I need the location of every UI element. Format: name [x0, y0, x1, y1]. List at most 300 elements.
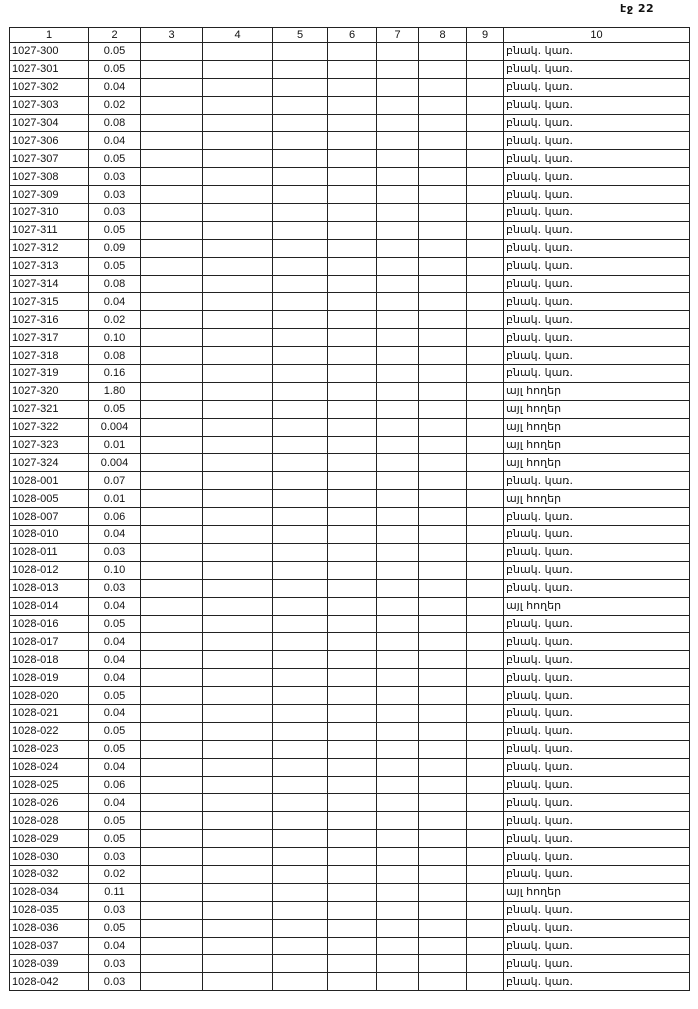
empty-cell-col-4: [203, 812, 273, 830]
empty-cell-col-9: [467, 400, 504, 418]
land-use-note-cell: բնակ. կառ.: [504, 472, 690, 490]
empty-cell-col-5: [273, 973, 328, 991]
empty-cell-col-4: [203, 543, 273, 561]
empty-cell-col-5: [273, 597, 328, 615]
parcel-code-cell: 1027-311: [10, 221, 89, 239]
empty-cell-col-5: [273, 168, 328, 186]
land-use-note-cell: բնակ. կառ.: [504, 776, 690, 794]
empty-cell-col-3: [141, 669, 203, 687]
area-value-cell: 0.02: [89, 311, 141, 329]
land-use-note-cell: բնակ. կառ.: [504, 794, 690, 812]
parcel-code-cell: 1027-321: [10, 400, 89, 418]
empty-cell-col-3: [141, 901, 203, 919]
empty-cell-col-4: [203, 865, 273, 883]
land-use-note-cell: բնակ. կառ.: [504, 740, 690, 758]
empty-cell-col-9: [467, 883, 504, 901]
empty-cell-col-7: [377, 651, 419, 669]
empty-cell-col-8: [419, 794, 467, 812]
parcel-code-cell: 1028-010: [10, 526, 89, 544]
area-value-cell: 0.004: [89, 418, 141, 436]
land-use-note-cell: բնակ. կառ.: [504, 43, 690, 61]
land-use-note-cell: բնակ. կառ.: [504, 955, 690, 973]
land-use-note-cell: բնակ. կառ.: [504, 293, 690, 311]
table-row: [10, 848, 690, 866]
empty-cell-col-3: [141, 883, 203, 901]
empty-cell-col-9: [467, 293, 504, 311]
empty-cell-col-4: [203, 311, 273, 329]
area-value-cell: 0.03: [89, 848, 141, 866]
empty-cell-col-8: [419, 43, 467, 61]
empty-cell-col-7: [377, 973, 419, 991]
table-row: [10, 186, 690, 204]
area-value-cell: 1.80: [89, 382, 141, 400]
parcel-code-cell: 1028-028: [10, 812, 89, 830]
empty-cell-col-3: [141, 830, 203, 848]
land-use-note-cell: բնակ. կառ.: [504, 526, 690, 544]
empty-cell-col-6: [328, 919, 377, 937]
empty-cell-col-6: [328, 848, 377, 866]
empty-cell-col-7: [377, 955, 419, 973]
empty-cell-col-6: [328, 704, 377, 722]
land-use-note-cell: բնակ. կառ.: [504, 687, 690, 705]
header-row: [10, 28, 690, 43]
empty-cell-col-5: [273, 776, 328, 794]
area-value-cell: 0.03: [89, 204, 141, 222]
empty-cell-col-7: [377, 597, 419, 615]
empty-cell-col-8: [419, 633, 467, 651]
empty-cell-col-7: [377, 365, 419, 383]
empty-cell-col-8: [419, 311, 467, 329]
empty-cell-col-6: [328, 669, 377, 687]
area-value-cell: 0.05: [89, 615, 141, 633]
empty-cell-col-3: [141, 78, 203, 96]
empty-cell-col-3: [141, 579, 203, 597]
land-use-note-cell: բնակ. կառ.: [504, 704, 690, 722]
empty-cell-col-5: [273, 937, 328, 955]
empty-cell-col-7: [377, 615, 419, 633]
parcel-code-cell: 1027-306: [10, 132, 89, 150]
empty-cell-col-6: [328, 776, 377, 794]
empty-cell-col-8: [419, 382, 467, 400]
empty-cell-col-9: [467, 132, 504, 150]
column-header-6: 6: [328, 28, 377, 43]
area-value-cell: 0.03: [89, 168, 141, 186]
land-use-note-cell: բնակ. կառ.: [504, 633, 690, 651]
empty-cell-col-6: [328, 365, 377, 383]
empty-cell-col-7: [377, 508, 419, 526]
land-use-note-cell: բնակ. կառ.: [504, 347, 690, 365]
table-row: [10, 96, 690, 114]
empty-cell-col-5: [273, 794, 328, 812]
empty-cell-col-9: [467, 311, 504, 329]
empty-cell-col-3: [141, 418, 203, 436]
empty-cell-col-6: [328, 150, 377, 168]
table-row: [10, 257, 690, 275]
empty-cell-col-9: [467, 615, 504, 633]
empty-cell-col-4: [203, 901, 273, 919]
parcel-code-cell: 1028-037: [10, 937, 89, 955]
empty-cell-col-7: [377, 347, 419, 365]
empty-cell-col-7: [377, 722, 419, 740]
table-row: [10, 490, 690, 508]
table-row: [10, 615, 690, 633]
empty-cell-col-6: [328, 311, 377, 329]
empty-cell-col-9: [467, 436, 504, 454]
empty-cell-col-8: [419, 651, 467, 669]
empty-cell-col-8: [419, 186, 467, 204]
empty-cell-col-6: [328, 221, 377, 239]
empty-cell-col-4: [203, 651, 273, 669]
empty-cell-col-4: [203, 883, 273, 901]
empty-cell-col-5: [273, 704, 328, 722]
parcel-code-cell: 1027-318: [10, 347, 89, 365]
parcel-code-cell: 1028-014: [10, 597, 89, 615]
page-number-label: էջ 22: [620, 2, 655, 15]
empty-cell-col-5: [273, 114, 328, 132]
empty-cell-col-8: [419, 526, 467, 544]
empty-cell-col-3: [141, 365, 203, 383]
empty-cell-col-4: [203, 132, 273, 150]
empty-cell-col-7: [377, 794, 419, 812]
area-value-cell: 0.09: [89, 239, 141, 257]
empty-cell-col-3: [141, 150, 203, 168]
table-row: [10, 597, 690, 615]
empty-cell-col-9: [467, 669, 504, 687]
empty-cell-col-5: [273, 365, 328, 383]
table-row: [10, 561, 690, 579]
land-use-note-cell: բնակ. կառ.: [504, 60, 690, 78]
empty-cell-col-9: [467, 651, 504, 669]
empty-cell-col-7: [377, 937, 419, 955]
empty-cell-col-9: [467, 382, 504, 400]
land-use-note-cell: բնակ. կառ.: [504, 257, 690, 275]
empty-cell-col-4: [203, 454, 273, 472]
land-use-note-cell: այլ հողեր: [504, 883, 690, 901]
empty-cell-col-9: [467, 865, 504, 883]
table-row: [10, 454, 690, 472]
empty-cell-col-4: [203, 418, 273, 436]
land-use-note-cell: բնակ. կառ.: [504, 722, 690, 740]
area-value-cell: 0.05: [89, 740, 141, 758]
land-use-note-cell: բնակ. կառ.: [504, 311, 690, 329]
empty-cell-col-5: [273, 418, 328, 436]
empty-cell-col-6: [328, 78, 377, 96]
land-use-note-cell: բնակ. կառ.: [504, 239, 690, 257]
empty-cell-col-8: [419, 830, 467, 848]
empty-cell-col-4: [203, 848, 273, 866]
empty-cell-col-8: [419, 508, 467, 526]
empty-cell-col-8: [419, 114, 467, 132]
empty-cell-col-6: [328, 543, 377, 561]
empty-cell-col-8: [419, 132, 467, 150]
empty-cell-col-4: [203, 740, 273, 758]
empty-cell-col-3: [141, 436, 203, 454]
empty-cell-col-9: [467, 830, 504, 848]
land-use-note-cell: այլ հողեր: [504, 400, 690, 418]
empty-cell-col-3: [141, 508, 203, 526]
table-row: [10, 114, 690, 132]
empty-cell-col-4: [203, 722, 273, 740]
parcel-code-cell: 1027-316: [10, 311, 89, 329]
empty-cell-col-9: [467, 275, 504, 293]
empty-cell-col-5: [273, 186, 328, 204]
land-use-note-cell: բնակ. կառ.: [504, 365, 690, 383]
parcel-code-cell: 1027-322: [10, 418, 89, 436]
empty-cell-col-9: [467, 973, 504, 991]
column-header-10: 10: [504, 28, 690, 43]
empty-cell-col-9: [467, 687, 504, 705]
empty-cell-col-4: [203, 490, 273, 508]
empty-cell-col-7: [377, 883, 419, 901]
table-row: [10, 400, 690, 418]
empty-cell-col-6: [328, 633, 377, 651]
empty-cell-col-7: [377, 114, 419, 132]
empty-cell-col-6: [328, 973, 377, 991]
column-header-7: 7: [377, 28, 419, 43]
empty-cell-col-9: [467, 78, 504, 96]
area-value-cell: 0.05: [89, 257, 141, 275]
parcel-code-cell: 1027-307: [10, 150, 89, 168]
empty-cell-col-8: [419, 239, 467, 257]
empty-cell-col-7: [377, 275, 419, 293]
empty-cell-col-7: [377, 526, 419, 544]
empty-cell-col-5: [273, 257, 328, 275]
empty-cell-col-6: [328, 651, 377, 669]
empty-cell-col-8: [419, 758, 467, 776]
empty-cell-col-8: [419, 597, 467, 615]
parcel-code-cell: 1028-013: [10, 579, 89, 597]
table-row: [10, 526, 690, 544]
table-row: [10, 365, 690, 383]
land-use-note-cell: բնակ. կառ.: [504, 186, 690, 204]
empty-cell-col-6: [328, 132, 377, 150]
empty-cell-col-9: [467, 186, 504, 204]
area-value-cell: 0.10: [89, 561, 141, 579]
area-value-cell: 0.05: [89, 812, 141, 830]
area-value-cell: 0.04: [89, 132, 141, 150]
table-row: [10, 776, 690, 794]
empty-cell-col-8: [419, 561, 467, 579]
land-use-note-cell: բնակ. կառ.: [504, 508, 690, 526]
land-use-note-cell: այլ հողեր: [504, 490, 690, 508]
area-value-cell: 0.04: [89, 758, 141, 776]
empty-cell-col-4: [203, 830, 273, 848]
table-row: [10, 704, 690, 722]
area-value-cell: 0.05: [89, 221, 141, 239]
empty-cell-col-8: [419, 490, 467, 508]
empty-cell-col-4: [203, 776, 273, 794]
empty-cell-col-5: [273, 579, 328, 597]
parcel-code-cell: 1028-029: [10, 830, 89, 848]
empty-cell-col-3: [141, 865, 203, 883]
empty-cell-col-8: [419, 96, 467, 114]
table-row: [10, 329, 690, 347]
empty-cell-col-9: [467, 740, 504, 758]
parcel-code-cell: 1027-315: [10, 293, 89, 311]
parcel-code-cell: 1027-308: [10, 168, 89, 186]
area-value-cell: 0.06: [89, 776, 141, 794]
table-row: [10, 347, 690, 365]
table-row: [10, 633, 690, 651]
parcel-code-cell: 1027-320: [10, 382, 89, 400]
area-value-cell: 0.04: [89, 526, 141, 544]
empty-cell-col-9: [467, 919, 504, 937]
empty-cell-col-8: [419, 347, 467, 365]
empty-cell-col-6: [328, 239, 377, 257]
table-row: [10, 651, 690, 669]
empty-cell-col-5: [273, 687, 328, 705]
empty-cell-col-4: [203, 955, 273, 973]
area-value-cell: 0.05: [89, 687, 141, 705]
parcel-code-cell: 1027-302: [10, 78, 89, 96]
empty-cell-col-5: [273, 865, 328, 883]
land-use-note-cell: բնակ. կառ.: [504, 579, 690, 597]
empty-cell-col-3: [141, 633, 203, 651]
empty-cell-col-9: [467, 150, 504, 168]
empty-cell-col-9: [467, 454, 504, 472]
empty-cell-col-8: [419, 919, 467, 937]
table-row: [10, 239, 690, 257]
table-row: [10, 579, 690, 597]
table-row: [10, 221, 690, 239]
empty-cell-col-6: [328, 526, 377, 544]
parcel-code-cell: 1028-039: [10, 955, 89, 973]
table-row: [10, 955, 690, 973]
parcel-code-cell: 1028-001: [10, 472, 89, 490]
empty-cell-col-9: [467, 812, 504, 830]
area-value-cell: 0.07: [89, 472, 141, 490]
area-value-cell: 0.04: [89, 293, 141, 311]
parcel-code-cell: 1028-019: [10, 669, 89, 687]
empty-cell-col-7: [377, 543, 419, 561]
empty-cell-col-8: [419, 293, 467, 311]
table-row: [10, 901, 690, 919]
area-value-cell: 0.04: [89, 597, 141, 615]
empty-cell-col-5: [273, 848, 328, 866]
table-body: [10, 43, 690, 991]
empty-cell-col-4: [203, 78, 273, 96]
table-row: [10, 275, 690, 293]
empty-cell-col-8: [419, 865, 467, 883]
empty-cell-col-9: [467, 722, 504, 740]
empty-cell-col-7: [377, 239, 419, 257]
area-value-cell: 0.04: [89, 669, 141, 687]
empty-cell-col-4: [203, 973, 273, 991]
area-value-cell: 0.03: [89, 955, 141, 973]
land-use-note-cell: բնակ. կառ.: [504, 78, 690, 96]
parcel-code-cell: 1027-301: [10, 60, 89, 78]
empty-cell-col-5: [273, 490, 328, 508]
land-use-note-cell: բնակ. կառ.: [504, 96, 690, 114]
parcel-code-cell: 1028-025: [10, 776, 89, 794]
land-use-note-cell: բնակ. կառ.: [504, 937, 690, 955]
empty-cell-col-3: [141, 812, 203, 830]
area-value-cell: 0.04: [89, 633, 141, 651]
empty-cell-col-6: [328, 955, 377, 973]
area-value-cell: 0.05: [89, 722, 141, 740]
empty-cell-col-5: [273, 311, 328, 329]
empty-cell-col-8: [419, 543, 467, 561]
empty-cell-col-3: [141, 347, 203, 365]
table-row: [10, 168, 690, 186]
empty-cell-col-8: [419, 722, 467, 740]
empty-cell-col-3: [141, 543, 203, 561]
empty-cell-col-5: [273, 508, 328, 526]
table-row: [10, 830, 690, 848]
empty-cell-col-3: [141, 472, 203, 490]
empty-cell-col-9: [467, 257, 504, 275]
empty-cell-col-8: [419, 150, 467, 168]
empty-cell-col-9: [467, 794, 504, 812]
empty-cell-col-7: [377, 758, 419, 776]
empty-cell-col-4: [203, 186, 273, 204]
parcel-code-cell: 1028-007: [10, 508, 89, 526]
empty-cell-col-5: [273, 955, 328, 973]
land-use-note-cell: բնակ. կառ.: [504, 168, 690, 186]
parcel-code-cell: 1027-319: [10, 365, 89, 383]
table-row: [10, 722, 690, 740]
empty-cell-col-3: [141, 239, 203, 257]
land-parcel-table: [9, 27, 690, 991]
empty-cell-col-8: [419, 848, 467, 866]
empty-cell-col-3: [141, 490, 203, 508]
table-row: [10, 812, 690, 830]
empty-cell-col-9: [467, 60, 504, 78]
area-value-cell: 0.11: [89, 883, 141, 901]
empty-cell-col-7: [377, 669, 419, 687]
empty-cell-col-6: [328, 347, 377, 365]
empty-cell-col-9: [467, 508, 504, 526]
table-row: [10, 293, 690, 311]
empty-cell-col-6: [328, 454, 377, 472]
empty-cell-col-3: [141, 722, 203, 740]
parcel-code-cell: 1027-312: [10, 239, 89, 257]
area-value-cell: 0.03: [89, 973, 141, 991]
empty-cell-col-4: [203, 704, 273, 722]
table-row: [10, 150, 690, 168]
empty-cell-col-3: [141, 776, 203, 794]
parcel-code-cell: 1028-042: [10, 973, 89, 991]
empty-cell-col-3: [141, 96, 203, 114]
parcel-code-cell: 1027-317: [10, 329, 89, 347]
empty-cell-col-8: [419, 436, 467, 454]
parcel-code-cell: 1028-020: [10, 687, 89, 705]
empty-cell-col-6: [328, 740, 377, 758]
empty-cell-col-8: [419, 60, 467, 78]
table-header: [10, 28, 690, 43]
land-use-note-cell: բնակ. կառ.: [504, 204, 690, 222]
parcel-code-cell: 1028-024: [10, 758, 89, 776]
empty-cell-col-3: [141, 168, 203, 186]
empty-cell-col-6: [328, 579, 377, 597]
empty-cell-col-3: [141, 758, 203, 776]
empty-cell-col-5: [273, 221, 328, 239]
empty-cell-col-4: [203, 168, 273, 186]
empty-cell-col-3: [141, 740, 203, 758]
empty-cell-col-7: [377, 633, 419, 651]
land-use-note-cell: այլ հողեր: [504, 454, 690, 472]
column-header-4: 4: [203, 28, 273, 43]
empty-cell-col-4: [203, 919, 273, 937]
empty-cell-col-8: [419, 776, 467, 794]
parcel-code-cell: 1027-309: [10, 186, 89, 204]
empty-cell-col-7: [377, 830, 419, 848]
empty-cell-col-6: [328, 883, 377, 901]
table-row: [10, 687, 690, 705]
empty-cell-col-4: [203, 221, 273, 239]
empty-cell-col-9: [467, 204, 504, 222]
empty-cell-col-5: [273, 78, 328, 96]
